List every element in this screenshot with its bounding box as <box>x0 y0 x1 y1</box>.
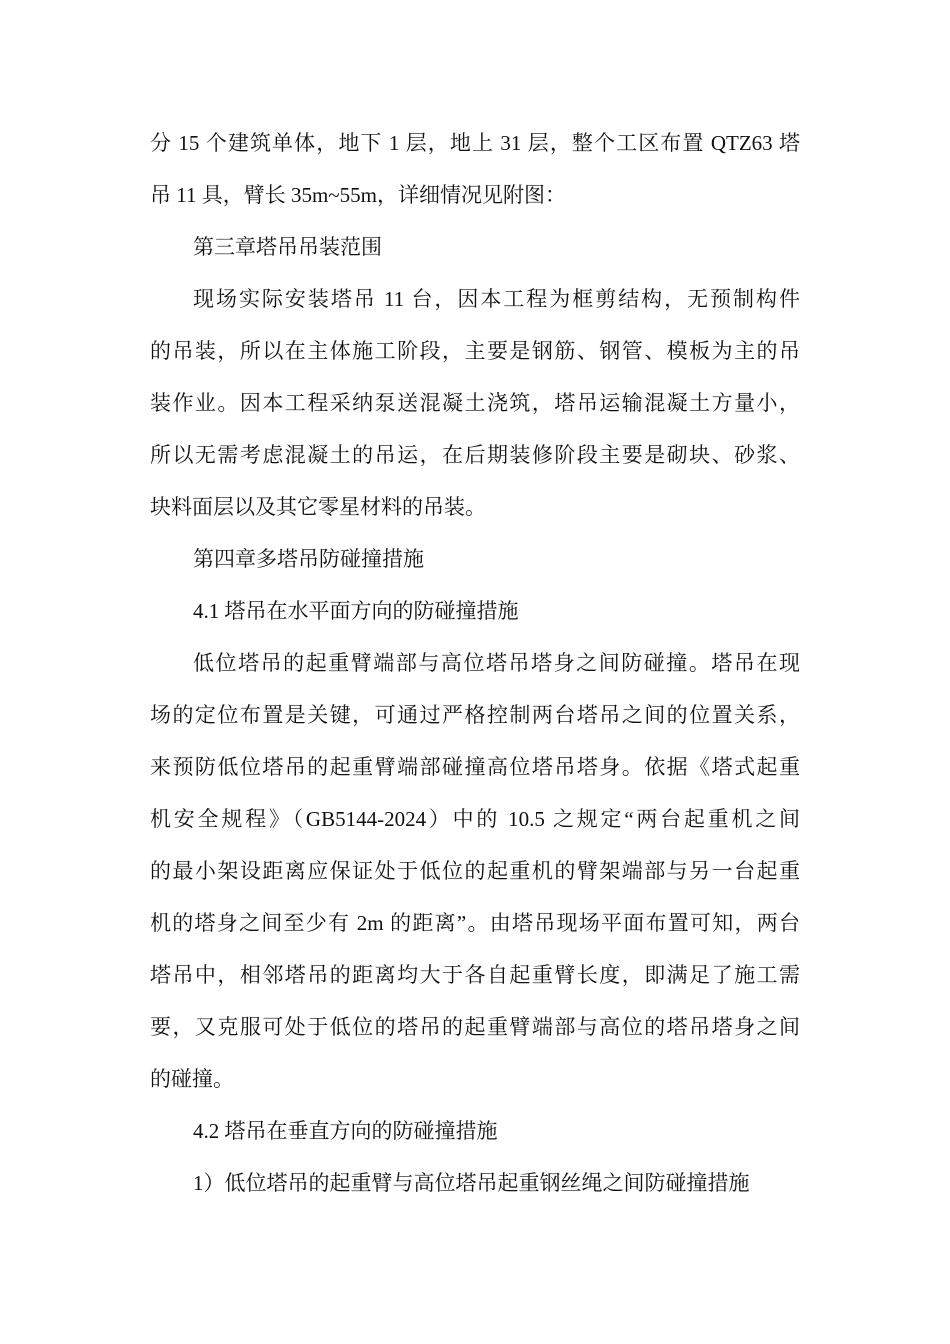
section-4-1-line-7: 塔吊中，相邻塔吊的距离均大于各自起重臂长度，即满足了施工需 <box>150 963 800 987</box>
section-4-1-line-3: 来预防低位塔吊的起重臂端部碰撞高位塔吊塔身。依据《塔式起重 <box>150 755 800 779</box>
chapter-3-line-3: 装作业。因本工程采纳泵送混凝土浇筑，塔吊运输混凝土方量小， <box>150 391 800 415</box>
document-body <box>150 117 800 1209</box>
chapter-3-title: 第三章塔吊吊装范围 <box>193 235 382 259</box>
section-4-1-line-5: 的最小架设距离应保证处于低位的起重机的臂架端部与另一台起重 <box>150 859 800 883</box>
section-4-1-line-1: 低位塔吊的起重臂端部与高位塔吊塔身之间防碰撞。塔吊在现 <box>193 651 800 675</box>
section-4-1-line-8: 要，又克服可处于低位的塔吊的起重臂端部与高位的塔吊塔身之间 <box>150 1015 800 1039</box>
chapter-3-line-5: 块料面层以及其它零星材料的吊装。 <box>150 495 486 519</box>
section-4-1-line-2: 场的定位布置是关键，可通过严格控制两台塔吊之间的位置关系， <box>150 703 800 727</box>
section-4-1-line-9: 的碰撞。 <box>150 1067 234 1091</box>
chapter-4-title: 第四章多塔吊防碰撞措施 <box>193 547 424 571</box>
chapter-3-line-1: 现场实际安装塔吊 11 台，因本工程为框剪结构，无预制构件 <box>193 287 800 311</box>
intro-line-2: 吊 11 具，臂长 35m~55m，详细情况见附图： <box>150 183 566 207</box>
chapter-3-line-2: 的吊装，所以在主体施工阶段，主要是钢筋、钢管、模板为主的吊 <box>150 339 800 363</box>
section-4-2-title: 4.2 塔吊在垂直方向的防碰撞措施 <box>193 1119 498 1143</box>
section-4-1-line-4: 机安全规程》（GB5144-2024）中的 10.5 之规定“两台起重机之间 <box>150 807 800 831</box>
section-4-1-line-6: 机的塔身之间至少有 2m 的距离”。由塔吊现场平面布置可知，两台 <box>150 911 800 935</box>
section-4-1-title: 4.1 塔吊在水平面方向的防碰撞措施 <box>193 599 519 623</box>
section-4-2-item-1: 1）低位塔吊的起重臂与高位塔吊起重钢丝绳之间防碰撞措施 <box>193 1171 750 1195</box>
chapter-3-line-4: 所以无需考虑混凝土的吊运，在后期装修阶段主要是砌块、砂浆、 <box>150 443 800 467</box>
intro-line-1: 分 15 个建筑单体，地下 1 层，地上 31 层，整个工区布置 QTZ63 塔 <box>150 131 800 155</box>
